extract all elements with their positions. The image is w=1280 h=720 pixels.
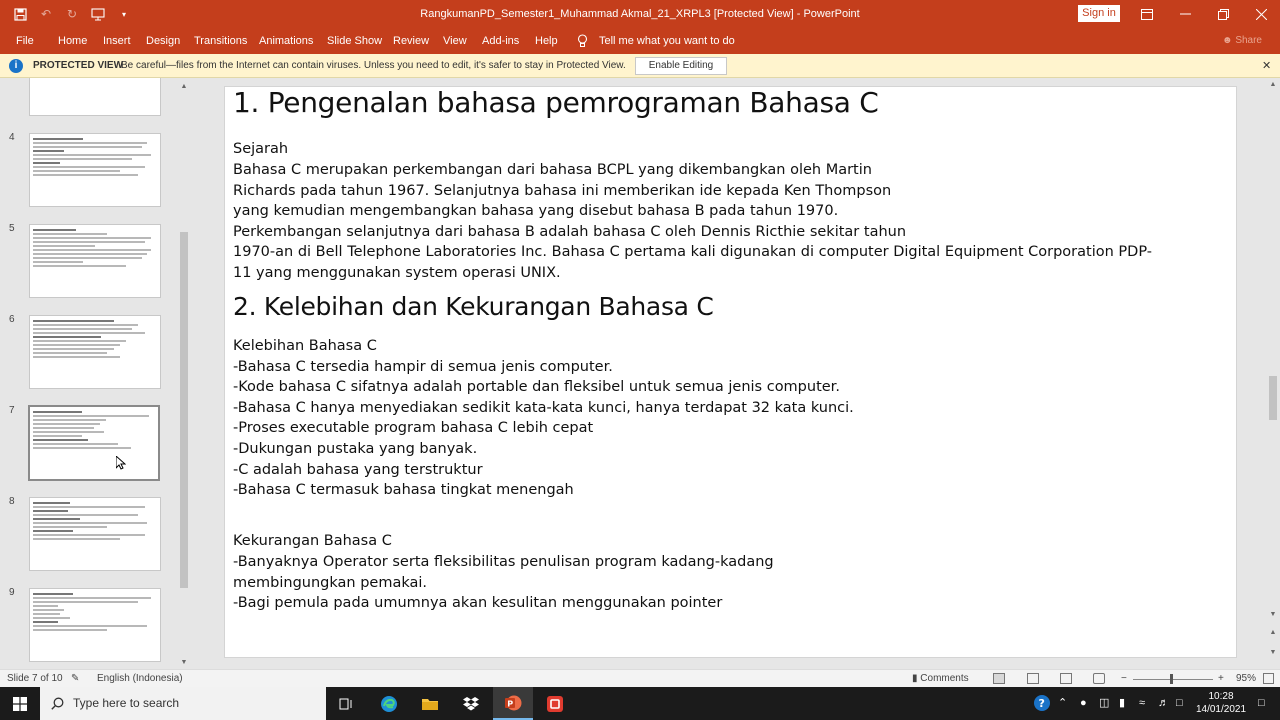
zoom-in-icon[interactable]: +: [1218, 673, 1224, 684]
windows-taskbar: [0, 687, 1280, 720]
slide-thumbnail[interactable]: [29, 497, 161, 571]
taskbar-search-box[interactable]: [40, 687, 326, 720]
tab-view[interactable]: View: [443, 35, 467, 47]
tab-review[interactable]: Review: [393, 35, 430, 47]
slide-sorter-icon[interactable]: [1027, 673, 1039, 684]
search-placeholder: Type here to search: [73, 696, 180, 710]
battery-icon[interactable]: ▮: [1119, 697, 1126, 709]
tab-insert[interactable]: Insert: [103, 35, 131, 47]
kelebihan-line: -C adalah bahasa yang terstruktur: [233, 462, 483, 478]
sejarah-title: Sejarah: [233, 141, 289, 157]
zoom-slider-knob[interactable]: [1170, 674, 1173, 684]
windows-start-icon[interactable]: [0, 687, 40, 720]
thumbnail-number: 4: [9, 132, 15, 143]
kelebihan-title: Kelebihan Bahasa C: [233, 338, 377, 354]
slide-thumbnail[interactable]: [29, 315, 161, 389]
kelebihan-line: -Kode bahasa C sifatnya adalah portable dan fleksibel untuk semua jenis computer.: [233, 379, 840, 395]
tab-animations[interactable]: Animations: [259, 35, 314, 47]
kelebihan-line: -Bahasa C termasuk bahasa tingkat menengah: [233, 482, 574, 498]
slide-counter: Slide 7 of 10: [7, 673, 63, 684]
comments-label: Comments: [920, 673, 969, 684]
thumbnail-number: 6: [9, 314, 15, 325]
customize-toolbar-icon[interactable]: ▾: [121, 9, 126, 19]
enable-editing-button[interactable]: Enable Editing: [635, 57, 727, 75]
slide-heading-1: 1. Pengenalan bahasa pemrograman Bahasa C: [233, 86, 879, 119]
kelebihan-line: -Dukungan pustaka yang banyak.: [233, 441, 478, 457]
svg-text:?: ?: [1038, 697, 1045, 711]
info-icon: i: [9, 59, 23, 73]
share-button[interactable]: ☻ Share: [1222, 35, 1262, 46]
scroll-down-icon[interactable]: ▼: [180, 659, 188, 666]
ribbon-tabs: [0, 28, 1280, 54]
help-tray-icon[interactable]: [1033, 687, 1051, 720]
search-icon: [51, 697, 64, 710]
mouse-cursor-icon: [116, 456, 126, 470]
wifi-icon[interactable]: ≈: [1139, 697, 1146, 709]
slide-thumbnail-panel[interactable]: [0, 78, 193, 669]
tab-transitions[interactable]: Transitions: [194, 35, 248, 47]
sejarah-line: Bahasa C merupakan perkembangan dari bahasa BCPL yang dikembangkan oleh Martin: [233, 162, 872, 178]
start-from-beginning-icon[interactable]: [86, 2, 110, 26]
kelebihan-line: -Proses executable program bahasa C lebih cepat: [233, 420, 594, 436]
sejarah-line: Richards pada tahun 1967. Selanjutnya bahasa ini memberikan ide kepada Ken Thompson: [233, 183, 892, 199]
previous-slide-icon[interactable]: ▲: [1269, 629, 1277, 636]
tab-design[interactable]: Design: [146, 35, 181, 47]
file-explorer-icon[interactable]: [410, 687, 450, 720]
network-icon[interactable]: ◫: [1099, 697, 1110, 709]
next-slide-icon[interactable]: ▼: [1269, 649, 1277, 656]
share-label: Share: [1235, 35, 1262, 46]
slide-thumbnail[interactable]: [29, 588, 161, 662]
slide-scrollbar[interactable]: [1266, 78, 1280, 669]
zoom-slider[interactable]: [1133, 679, 1213, 680]
document-title: RangkumanPD_Semester1_Muhammad Akmal_21_XRPL3 [Protected View] - PowerPoint: [420, 8, 860, 20]
kekurangan-line: -Banyaknya Operator serta fleksibilitas penulisan program kadang-kadang: [233, 554, 774, 570]
slide-canvas[interactable]: [224, 86, 1237, 658]
comments-button[interactable]: ▮ Comments: [912, 673, 969, 684]
thumbnail-number: 5: [9, 223, 15, 234]
scroll-up-icon[interactable]: ▲: [1269, 81, 1277, 88]
kekurangan-line: -Bagi pemula pada umumnya akan kesulitan menggunakan pointer: [233, 595, 723, 611]
status-bar: [0, 669, 1280, 687]
title-bar: [0, 0, 1280, 28]
screen-recorder-icon[interactable]: [535, 687, 575, 720]
show-hidden-icons-icon[interactable]: ⌃: [1058, 697, 1068, 709]
slide-thumbnail[interactable]: [29, 78, 161, 116]
tab-help[interactable]: Help: [535, 35, 558, 47]
tab-file[interactable]: File: [16, 35, 34, 47]
kekurangan-title: Kekurangan Bahasa C: [233, 533, 392, 549]
thumbnail-number: 8: [9, 496, 15, 507]
task-view-icon[interactable]: [326, 687, 366, 720]
scrollbar-thumb[interactable]: [180, 232, 188, 588]
slide-show-icon[interactable]: [1093, 673, 1105, 684]
scrollbar-thumb[interactable]: [1269, 376, 1277, 420]
thumbnail-number: 9: [9, 587, 15, 598]
sejarah-line: yang kemudian mengembangkan bahasa yang disebut bahasa B pada tahun 1970.: [233, 203, 839, 219]
clock-time: 10:28: [1208, 691, 1234, 702]
kelebihan-line: -Bahasa C tersedia hampir di semua jenis computer.: [233, 359, 613, 375]
zoom-out-icon[interactable]: −: [1121, 673, 1127, 684]
kekurangan-line: membingungkan pemakai.: [233, 575, 428, 591]
sejarah-line: 11 yang menggunakan system operasi UNIX.: [233, 265, 561, 281]
dropbox-icon[interactable]: [451, 687, 491, 720]
notifications-icon[interactable]: □: [1258, 697, 1265, 709]
input-indicator-icon[interactable]: □: [1176, 697, 1183, 709]
protected-view-bar: [0, 54, 1280, 78]
thumbnail-scrollbar[interactable]: [179, 82, 189, 668]
svg-text:P: P: [507, 698, 514, 708]
lightbulb-icon: [577, 28, 588, 54]
ribbon-display-options-icon[interactable]: [1128, 0, 1166, 28]
undo-icon[interactable]: ↶: [40, 7, 52, 21]
edge-browser-icon[interactable]: [369, 687, 409, 720]
taskbar-clock[interactable]: [1190, 690, 1252, 716]
scroll-down-icon[interactable]: ▼: [1269, 611, 1277, 618]
tab-add-ins[interactable]: Add-ins: [482, 35, 520, 47]
spelling-icon[interactable]: ✎: [71, 673, 80, 684]
quick-access-toolbar: [0, 0, 136, 28]
tab-slide-show[interactable]: Slide Show: [327, 35, 383, 47]
sign-in-button[interactable]: Sign in: [1078, 5, 1120, 22]
redo-icon[interactable]: ↻: [66, 7, 78, 21]
language-indicator[interactable]: English (Indonesia): [97, 673, 183, 684]
restore-icon[interactable]: [1204, 0, 1242, 28]
sejarah-line: 1970-an di Bell Telephone Laboratories Inc. Bahasa C pertama kali digunakan di computer Digital Equipment Corporation PDP-: [233, 244, 1152, 260]
powerpoint-taskbar-icon[interactable]: [493, 687, 533, 720]
slide-thumbnail-selected[interactable]: [28, 405, 160, 481]
scroll-up-icon[interactable]: ▲: [180, 83, 188, 90]
close-icon[interactable]: [1242, 0, 1280, 28]
tab-home[interactable]: Home: [58, 35, 88, 47]
protected-view-message: Be careful—files from the Internet can contain viruses. Unless you need to edit, it's safer to stay in Protected View.: [121, 60, 626, 71]
sejarah-line: Perkembangan selanjutnya dari bahasa B adalah bahasa C oleh Dennis Ricthie sekitar tahun: [233, 224, 907, 240]
save-icon[interactable]: [8, 2, 32, 26]
protected-view-label: PROTECTED VIEW: [33, 60, 124, 71]
slide-heading-2: 2. Kelebihan dan Kekurangan Bahasa C: [233, 292, 714, 321]
slide-thumbnail[interactable]: [29, 224, 161, 298]
tell-me-search[interactable]: Tell me what you want to do: [599, 35, 735, 47]
zoom-level[interactable]: 95%: [1236, 673, 1257, 684]
slide-thumbnail[interactable]: [29, 133, 161, 207]
fit-slide-icon[interactable]: [1263, 673, 1274, 684]
close-message-bar-icon[interactable]: ✕: [1262, 60, 1272, 72]
kelebihan-line: -Bahasa C hanya menyediakan sedikit kata-kata kunci, hanya terdapat 32 kata kunci.: [233, 400, 854, 416]
volume-icon[interactable]: ♬: [1158, 697, 1169, 709]
thumbnail-number: 7: [9, 405, 15, 416]
minimize-icon[interactable]: [1166, 0, 1204, 28]
clock-date: 14/01/2021: [1195, 704, 1247, 715]
normal-view-icon[interactable]: [993, 673, 1005, 684]
reading-view-icon[interactable]: [1060, 673, 1072, 684]
microphone-icon[interactable]: ●: [1080, 697, 1087, 709]
